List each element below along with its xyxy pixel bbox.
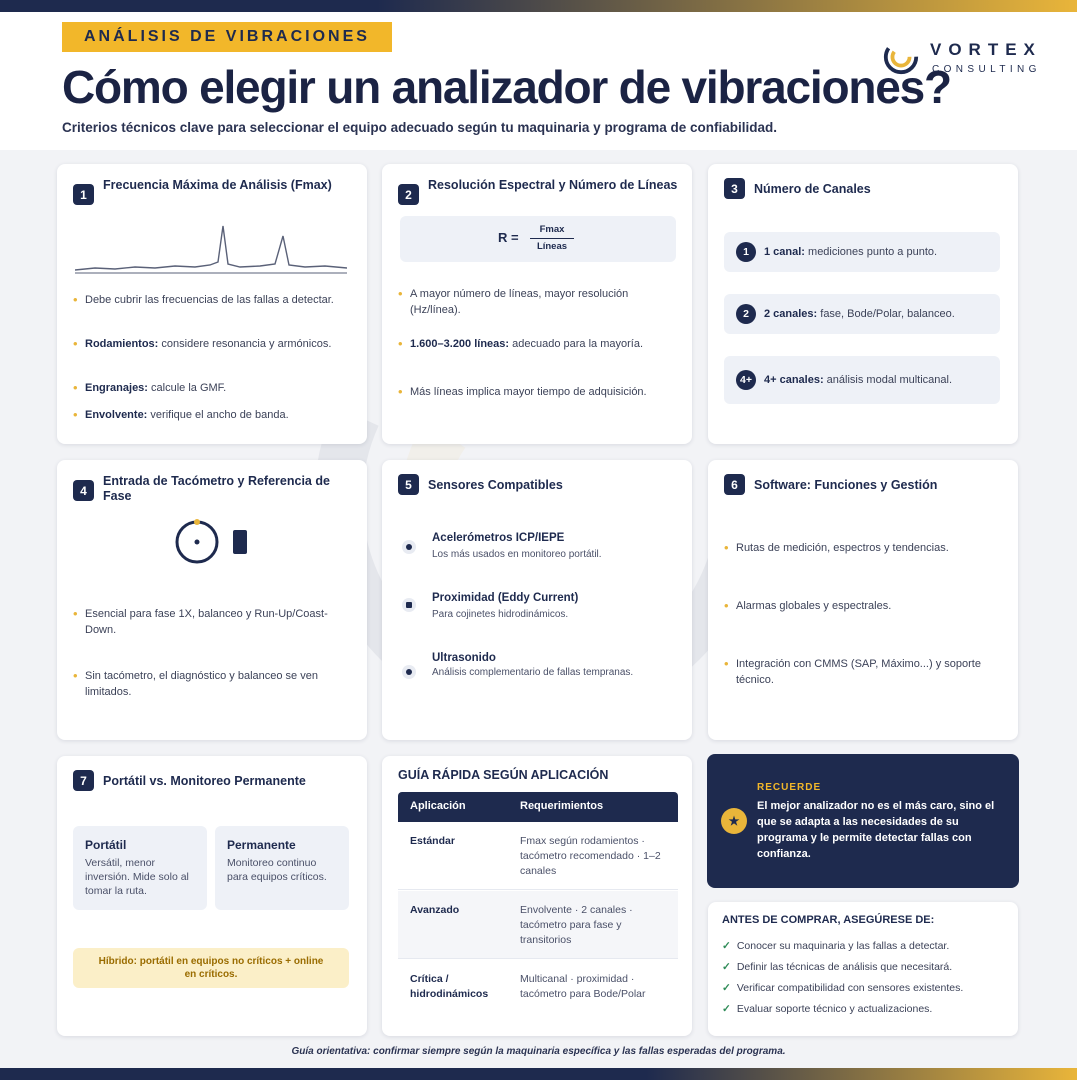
sensor-dot-icon: [402, 540, 416, 554]
column-header-application: Aplicación: [410, 800, 466, 812]
checklist-item: ✓ Evaluar soporte técnico y actualizaciones.: [722, 1003, 933, 1015]
fmax-bullet: • Rodamientos: considere resonancia y armónicos.: [73, 336, 343, 352]
section-number: 4: [73, 480, 94, 501]
row-requirements: Envolvente · 2 canales · tacómetro para fase y transitorios: [520, 904, 633, 946]
guide-title: GUÍA RÁPIDA SEGÚN APLICACIÓN: [398, 768, 609, 782]
sensor-name: Proximidad (Eddy Current): [432, 592, 579, 604]
reminder-box: [707, 754, 1019, 888]
section-title: Sensores Compatibles: [428, 478, 563, 492]
fmax-bullet: • Envolvente: verifique el ancho de banda.: [73, 407, 343, 423]
software-bullet: • Alarmas globales y espectrales.: [724, 598, 1004, 614]
section-title: Entrada de Tacómetro y Referencia de Fase: [103, 474, 330, 503]
sensor-name: Acelerómetros ICP/IEPE: [432, 532, 565, 544]
resolution-bullet: • A mayor número de líneas, mayor resolución (Hz/línea).: [398, 286, 678, 318]
hybrid-note: Híbrido: portátil en equipos no críticos + online en críticos.: [73, 948, 349, 988]
card-tachometer: [57, 460, 367, 740]
card-portable-vs-permanent: [57, 756, 367, 1036]
top-accent-bar: [0, 0, 1077, 12]
footer-note: Guía orientativa: confirmar siempre según la maquinaria específica y las fallas esperadas del programa.: [291, 1046, 786, 1057]
sensor-dot-icon: [402, 665, 416, 679]
card-resolution: [382, 164, 692, 444]
section-title: Número de Canales: [754, 182, 871, 196]
category-label: ANÁLISIS DE VIBRACIONES: [62, 22, 392, 52]
table-row: [398, 960, 678, 1028]
channel-option: 4+ 4+ canales: análisis modal multicanal.: [724, 356, 1000, 404]
check-icon: ✓: [722, 1003, 731, 1015]
resolution-bullet: • 1.600–3.200 líneas: adecuado para la mayoría.: [398, 336, 678, 352]
row-requirements: Fmax según rodamientos · tacómetro recomendado · 1–2 canales: [520, 835, 661, 877]
tachometer-disc-icon: [173, 518, 253, 566]
portable-option: [73, 826, 207, 910]
channel-option: 1 1 canal: mediciones punto a punto.: [724, 232, 1000, 272]
section-number: 7: [73, 770, 94, 791]
sensor-name: Ultrasonido: [432, 652, 496, 664]
resolution-formula: [400, 216, 676, 262]
formula-numerator: Fmax: [539, 224, 565, 235]
permanent-option: [215, 826, 349, 910]
bottom-accent-bar: [0, 1068, 1077, 1080]
section-number: 5: [398, 474, 419, 495]
reminder-title: RECUERDE: [757, 782, 822, 793]
checklist-title: ANTES DE COMPRAR, ASEGÚRESE DE:: [722, 914, 935, 926]
channel-count-icon: 2: [736, 304, 756, 324]
section-number: 2: [398, 184, 419, 205]
checklist-item: ✓ Conocer su maquinaria y las fallas a detectar.: [722, 940, 950, 952]
logo-subtitle: CONSULTING: [932, 64, 1041, 75]
check-icon: ✓: [722, 961, 731, 973]
formula-fraction: [530, 224, 574, 252]
row-application: Crítica / hidrodinámicos: [410, 973, 489, 1000]
formula-denominator: Líneas: [536, 241, 568, 252]
sensor-description: Los más usados en monitoreo portátil.: [432, 549, 602, 560]
section-number: 3: [724, 178, 745, 199]
fmax-bullet: • Debe cubrir las frecuencias de las fallas a detectar.: [73, 292, 343, 308]
permanent-title: Permanente: [227, 838, 296, 852]
check-icon: ✓: [722, 940, 731, 952]
reminder-text: El mejor analizador no es el más caro, sino el que se adapta a las necesidades de su programa y le permite detectar fallas con confianza.: [757, 800, 995, 860]
column-header-requirements: Requerimientos: [520, 800, 604, 812]
check-icon: ✓: [722, 982, 731, 994]
page-subtitle: Criterios técnicos clave para seleccionar el equipo adecuado según tu maquinaria y programa de confiabilidad.: [62, 120, 777, 135]
tachometer-bullet: • Sin tacómetro, el diagnóstico y balanceo se ven limitados.: [73, 668, 349, 700]
permanent-description: Monitoreo continuo para equipos críticos.: [227, 857, 327, 883]
sensor-dot-icon: [402, 598, 416, 612]
software-bullet: • Rutas de medición, espectros y tendencias.: [724, 540, 1004, 556]
vortex-logo[interactable]: [882, 26, 1072, 78]
section-title: Frecuencia Máxima de Análisis (Fmax): [103, 178, 332, 192]
row-application: Avanzado: [410, 904, 460, 916]
card-software: [708, 460, 1018, 740]
portable-title: Portátil: [85, 838, 127, 852]
section-number: 6: [724, 474, 745, 495]
page-title: Cómo elegir un analizador de vibraciones?: [62, 61, 951, 113]
row-application: Estándar: [410, 835, 455, 847]
checklist-item: ✓ Definir las técnicas de análisis que necesitará.: [722, 961, 953, 973]
tachometer-bullet: • Esencial para fase 1X, balanceo y Run-Up/Coast-Down.: [73, 606, 349, 638]
card-channels: [708, 164, 1018, 444]
star-icon: ★: [721, 808, 747, 834]
channel-count-icon: 1: [736, 242, 756, 262]
guide-table-header: [398, 792, 678, 822]
portable-description: Versátil, menor inversión. Mide solo al tomar la ruta.: [85, 857, 189, 897]
spectrum-plot-icon: [75, 224, 347, 276]
vortex-swirl-icon: [882, 38, 920, 76]
table-row: [398, 822, 678, 890]
row-requirements: Multicanal · proximidad · tacómetro para Bode/Polar: [520, 973, 646, 1000]
software-bullet: • Integración con CMMS (SAP, Máximo...) y soporte técnico.: [724, 656, 984, 688]
formula-lhs: R =: [498, 230, 519, 245]
section-number: 1: [73, 184, 94, 205]
channel-count-icon: 4+: [736, 370, 756, 390]
section-title: Software: Funciones y Gestión: [754, 478, 938, 492]
channel-option: 2 2 canales: fase, Bode/Polar, balanceo.: [724, 294, 1000, 334]
checklist-item: ✓ Verificar compatibilidad con sensores existentes.: [722, 982, 964, 994]
card-checklist: [708, 902, 1018, 1036]
card-fmax: [57, 164, 367, 444]
page-header: [0, 12, 1077, 150]
card-sensors: [382, 460, 692, 740]
logo-name: VORTEX: [930, 40, 1042, 59]
section-title: Portátil vs. Monitoreo Permanente: [103, 774, 306, 788]
table-row: [398, 891, 678, 959]
sensor-description: Para cojinetes hidrodinámicos.: [432, 609, 569, 620]
resolution-bullet: • Más líneas implica mayor tiempo de adquisición.: [398, 384, 678, 400]
section-title: Resolución Espectral y Número de Líneas: [428, 178, 678, 192]
card-quick-guide: [382, 756, 692, 1036]
fmax-bullet: • Engranajes: calcule la GMF.: [73, 380, 343, 396]
sensor-description: Análisis complementario de fallas tempranas.: [432, 667, 634, 678]
